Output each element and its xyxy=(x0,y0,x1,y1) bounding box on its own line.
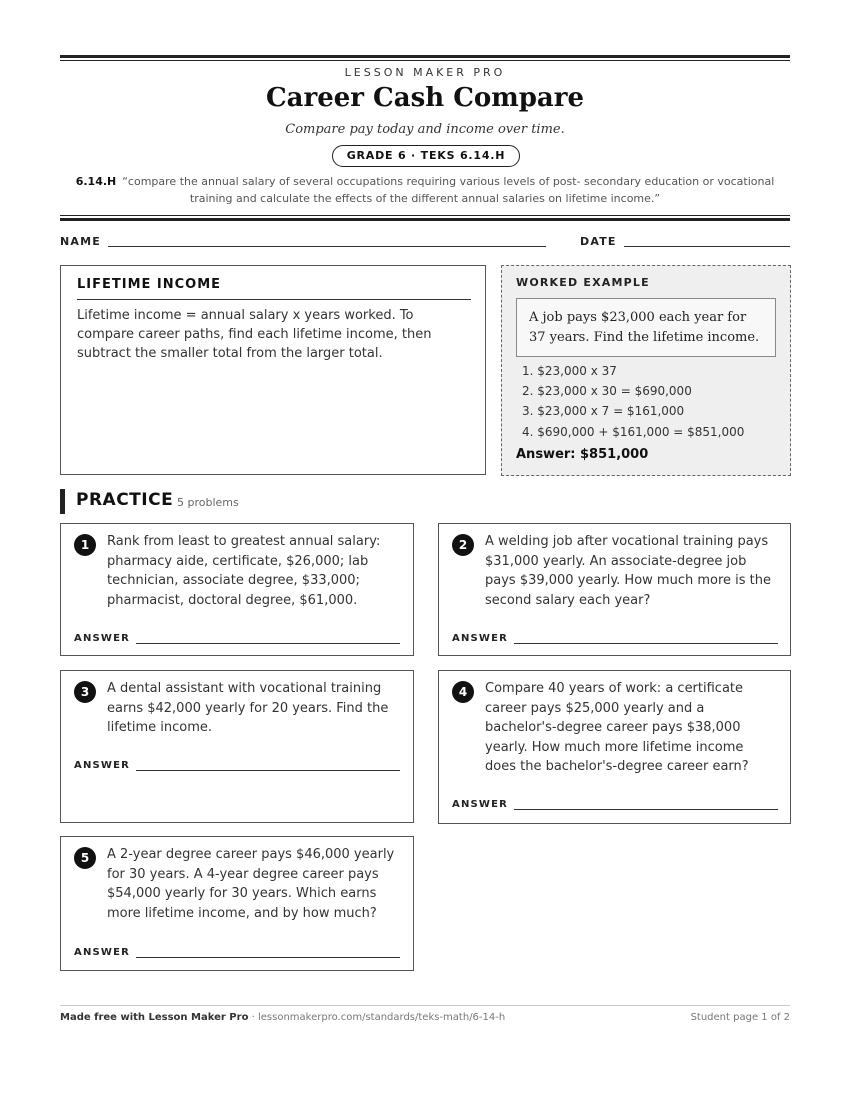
answer-field[interactable] xyxy=(136,957,400,958)
page-subtitle: Compare pay today and income over time. xyxy=(285,122,565,137)
answer-field[interactable] xyxy=(136,770,400,771)
brand-name: LESSON MAKER PRO xyxy=(344,66,506,79)
problem-text: A welding job after vocational training pays $31,000 yearly. An associate-degree job pays $39,000 yearly. How much more is the second salary each year? xyxy=(485,534,771,608)
date-label: DATE xyxy=(580,235,617,248)
problem-number-badge: 2 xyxy=(452,534,474,556)
lifetime-income-divider xyxy=(77,299,471,300)
answer-label: ANSWER xyxy=(74,760,131,771)
worked-example-step: 2. $23,000 x 30 = $690,000 xyxy=(522,384,692,398)
worked-example-step: 1. $23,000 x 37 xyxy=(522,364,617,378)
worked-example-answer: Answer: $851,000 xyxy=(516,447,649,462)
footer-rule xyxy=(60,1005,790,1006)
header-bottom-rule xyxy=(60,218,790,221)
problem-text: A 2-year degree career pays $46,000 yearly for 30 years. A 4-year degree career pays $54,000 yearly for 30 years. Which earns more lifetime income, and by how much? xyxy=(107,847,395,921)
header-bottom-rule-thin xyxy=(60,215,790,216)
name-label: NAME xyxy=(60,235,101,248)
worked-example-prompt: A job pays $23,000 each year for 37 years. Find the lifetime income. xyxy=(516,298,776,357)
problem-text: Rank from least to greatest annual salary: pharmacy aide, certificate, $26,000; lab technician, associate degree, $33,000; pharmacist, doctoral degree, $61,000. xyxy=(107,534,381,608)
answer-label: ANSWER xyxy=(452,799,509,810)
footer-made-with: Made free with Lesson Maker Pro xyxy=(60,1012,249,1023)
answer-field[interactable] xyxy=(136,643,400,644)
problem-card-2 xyxy=(438,523,791,656)
worked-example-step: 3. $23,000 x 7 = $161,000 xyxy=(522,404,685,418)
problem-card-3 xyxy=(60,670,414,823)
lifetime-income-box xyxy=(60,265,486,475)
worked-example-box xyxy=(501,265,791,476)
header-top-rule-thin xyxy=(60,60,790,61)
answer-field[interactable] xyxy=(514,643,778,644)
problem-number-badge: 3 xyxy=(74,681,96,703)
header-top-rule xyxy=(60,55,790,58)
problem-number-badge: 5 xyxy=(74,847,96,869)
answer-label: ANSWER xyxy=(452,633,509,644)
standard-code: 6.14.H xyxy=(75,175,117,188)
lifetime-income-heading: LIFETIME INCOME xyxy=(77,277,222,292)
standard-statement xyxy=(60,173,790,207)
problem-number-badge: 1 xyxy=(74,534,96,556)
problem-number-badge: 4 xyxy=(452,681,474,703)
worked-example-step: 4. $690,000 + $161,000 = $851,000 xyxy=(522,425,745,439)
problem-card-4 xyxy=(438,670,791,824)
practice-heading: PRACTICE xyxy=(76,490,174,510)
lifetime-income-text: Lifetime income = annual salary x years worked. To compare career paths, find each lifetime income, then subtract the smaller total from the larger total. xyxy=(77,308,432,361)
footer-url[interactable]: · lessonmakerpro.com/standards/teks-math/6-14-h xyxy=(251,1012,506,1023)
problem-card-5 xyxy=(60,836,414,971)
problem-text: A dental assistant with vocational training earns $42,000 yearly for 20 years. Find the lifetime income. xyxy=(107,681,389,735)
grade-badge: GRADE 6 · TEKS 6.14.H xyxy=(332,145,520,167)
answer-label: ANSWER xyxy=(74,947,131,958)
worked-example-heading: WORKED EXAMPLE xyxy=(516,276,650,289)
problem-card-1 xyxy=(60,523,414,656)
practice-accent-bar xyxy=(60,489,65,514)
page-title: Career Cash Compare xyxy=(265,83,585,113)
answer-label: ANSWER xyxy=(74,633,131,644)
footer-page-number: Student page 1 of 2 xyxy=(690,1012,790,1023)
date-field[interactable] xyxy=(624,246,790,247)
practice-count: 5 problems xyxy=(177,496,239,509)
problem-text: Compare 40 years of work: a certificate career pays $25,000 yearly and a bachelor's-degree career pays $38,000 yearly. How much more lifetime income does the bachelor's-degree career earn? xyxy=(485,681,749,774)
standard-text: “compare the annual salary of several occupations requiring various levels of post- secondary education or vocational training and calculate the effects of the different annual salaries on lifetime income.” xyxy=(122,175,775,205)
answer-field[interactable] xyxy=(514,809,778,810)
footer-credit xyxy=(60,1012,505,1023)
name-field[interactable] xyxy=(108,246,546,247)
